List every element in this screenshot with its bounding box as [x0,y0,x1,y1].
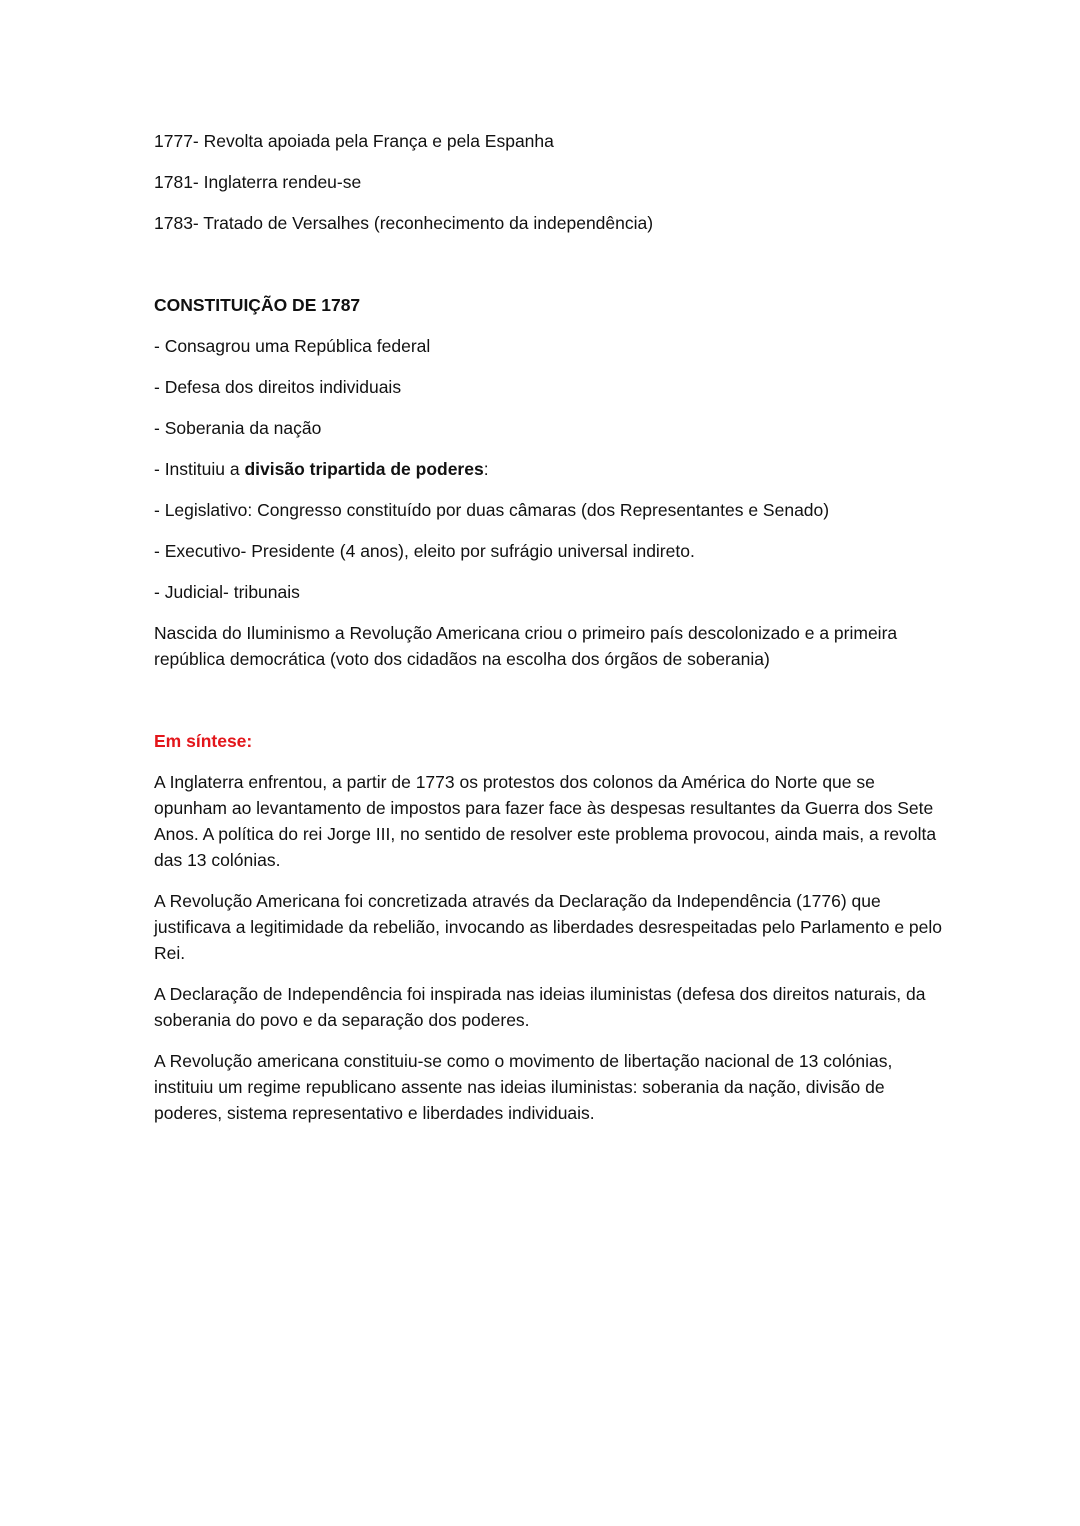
document-page [154,128,944,1141]
sintese-paragraph: A Revolução Americana foi concretizada através da Declaração da Independência (1776) que justificava a legitimidade da rebelião, invocando as liberdades desrespeitadas pelo Parlamento e pelo Rei. [154,891,942,963]
poder-item: - Legislativo: Congresso constituído por duas câmaras (dos Representantes e Senado) [154,500,830,520]
constituicao-item: - Consagrou uma República federal [154,336,431,356]
sintese-paragraph: A Declaração de Independência foi inspirada nas ideias iluministas (defesa dos direitos naturais, da soberania do povo e da separação dos poderes. [154,984,926,1030]
sintese-heading: Em síntese: [154,731,253,751]
timeline-item: 1781- Inglaterra rendeu-se [154,172,362,192]
constituicao-item: - Defesa dos direitos individuais [154,377,402,397]
constituicao-conclusion: Nascida do Iluminismo a Revolução Americana criou o primeiro país descolonizado e a primeira república democrática (voto dos cidadãos na escolha dos órgãos de soberania) [154,623,898,669]
timeline-item: 1777- Revolta apoiada pela França e pela Espanha [154,131,554,151]
timeline-item: 1783- Tratado de Versalhes (reconhecimento da independência) [154,213,654,233]
constituicao-item: - Soberania da nação [154,418,322,438]
sintese-paragraph: A Inglaterra enfrentou, a partir de 1773 os protestos dos colonos da América do Norte que se opunham ao levantamento de impostos para fazer face às despesas resultantes da Guerra dos Sete Anos. A política do rei Jorge III, no sentido de resolver este problema provocou, ainda mais, a revolta das 13 colónias. [154,772,937,870]
spacer [154,251,944,292]
tripartida-prefix: - Instituiu a [154,459,245,479]
tripartida-bold: divisão tripartida de poderes [244,459,484,479]
constituicao-heading: CONSTITUIÇÃO DE 1787 [154,295,361,315]
tripartida-suffix: : [483,459,489,479]
constituicao-item-tripartida [154,456,944,482]
poder-item: - Judicial- tribunais [154,582,300,602]
poder-item: - Executivo- Presidente (4 anos), eleito por sufrágio universal indireto. [154,541,695,561]
spacer [154,687,944,728]
sintese-paragraph: A Revolução americana constituiu-se como o movimento de libertação nacional de 13 colónias, instituiu um regime republicano assente nas ideias iluministas: soberania da nação, divisão de poderes, sistema representativo e liberdades individuais. [154,1051,893,1123]
